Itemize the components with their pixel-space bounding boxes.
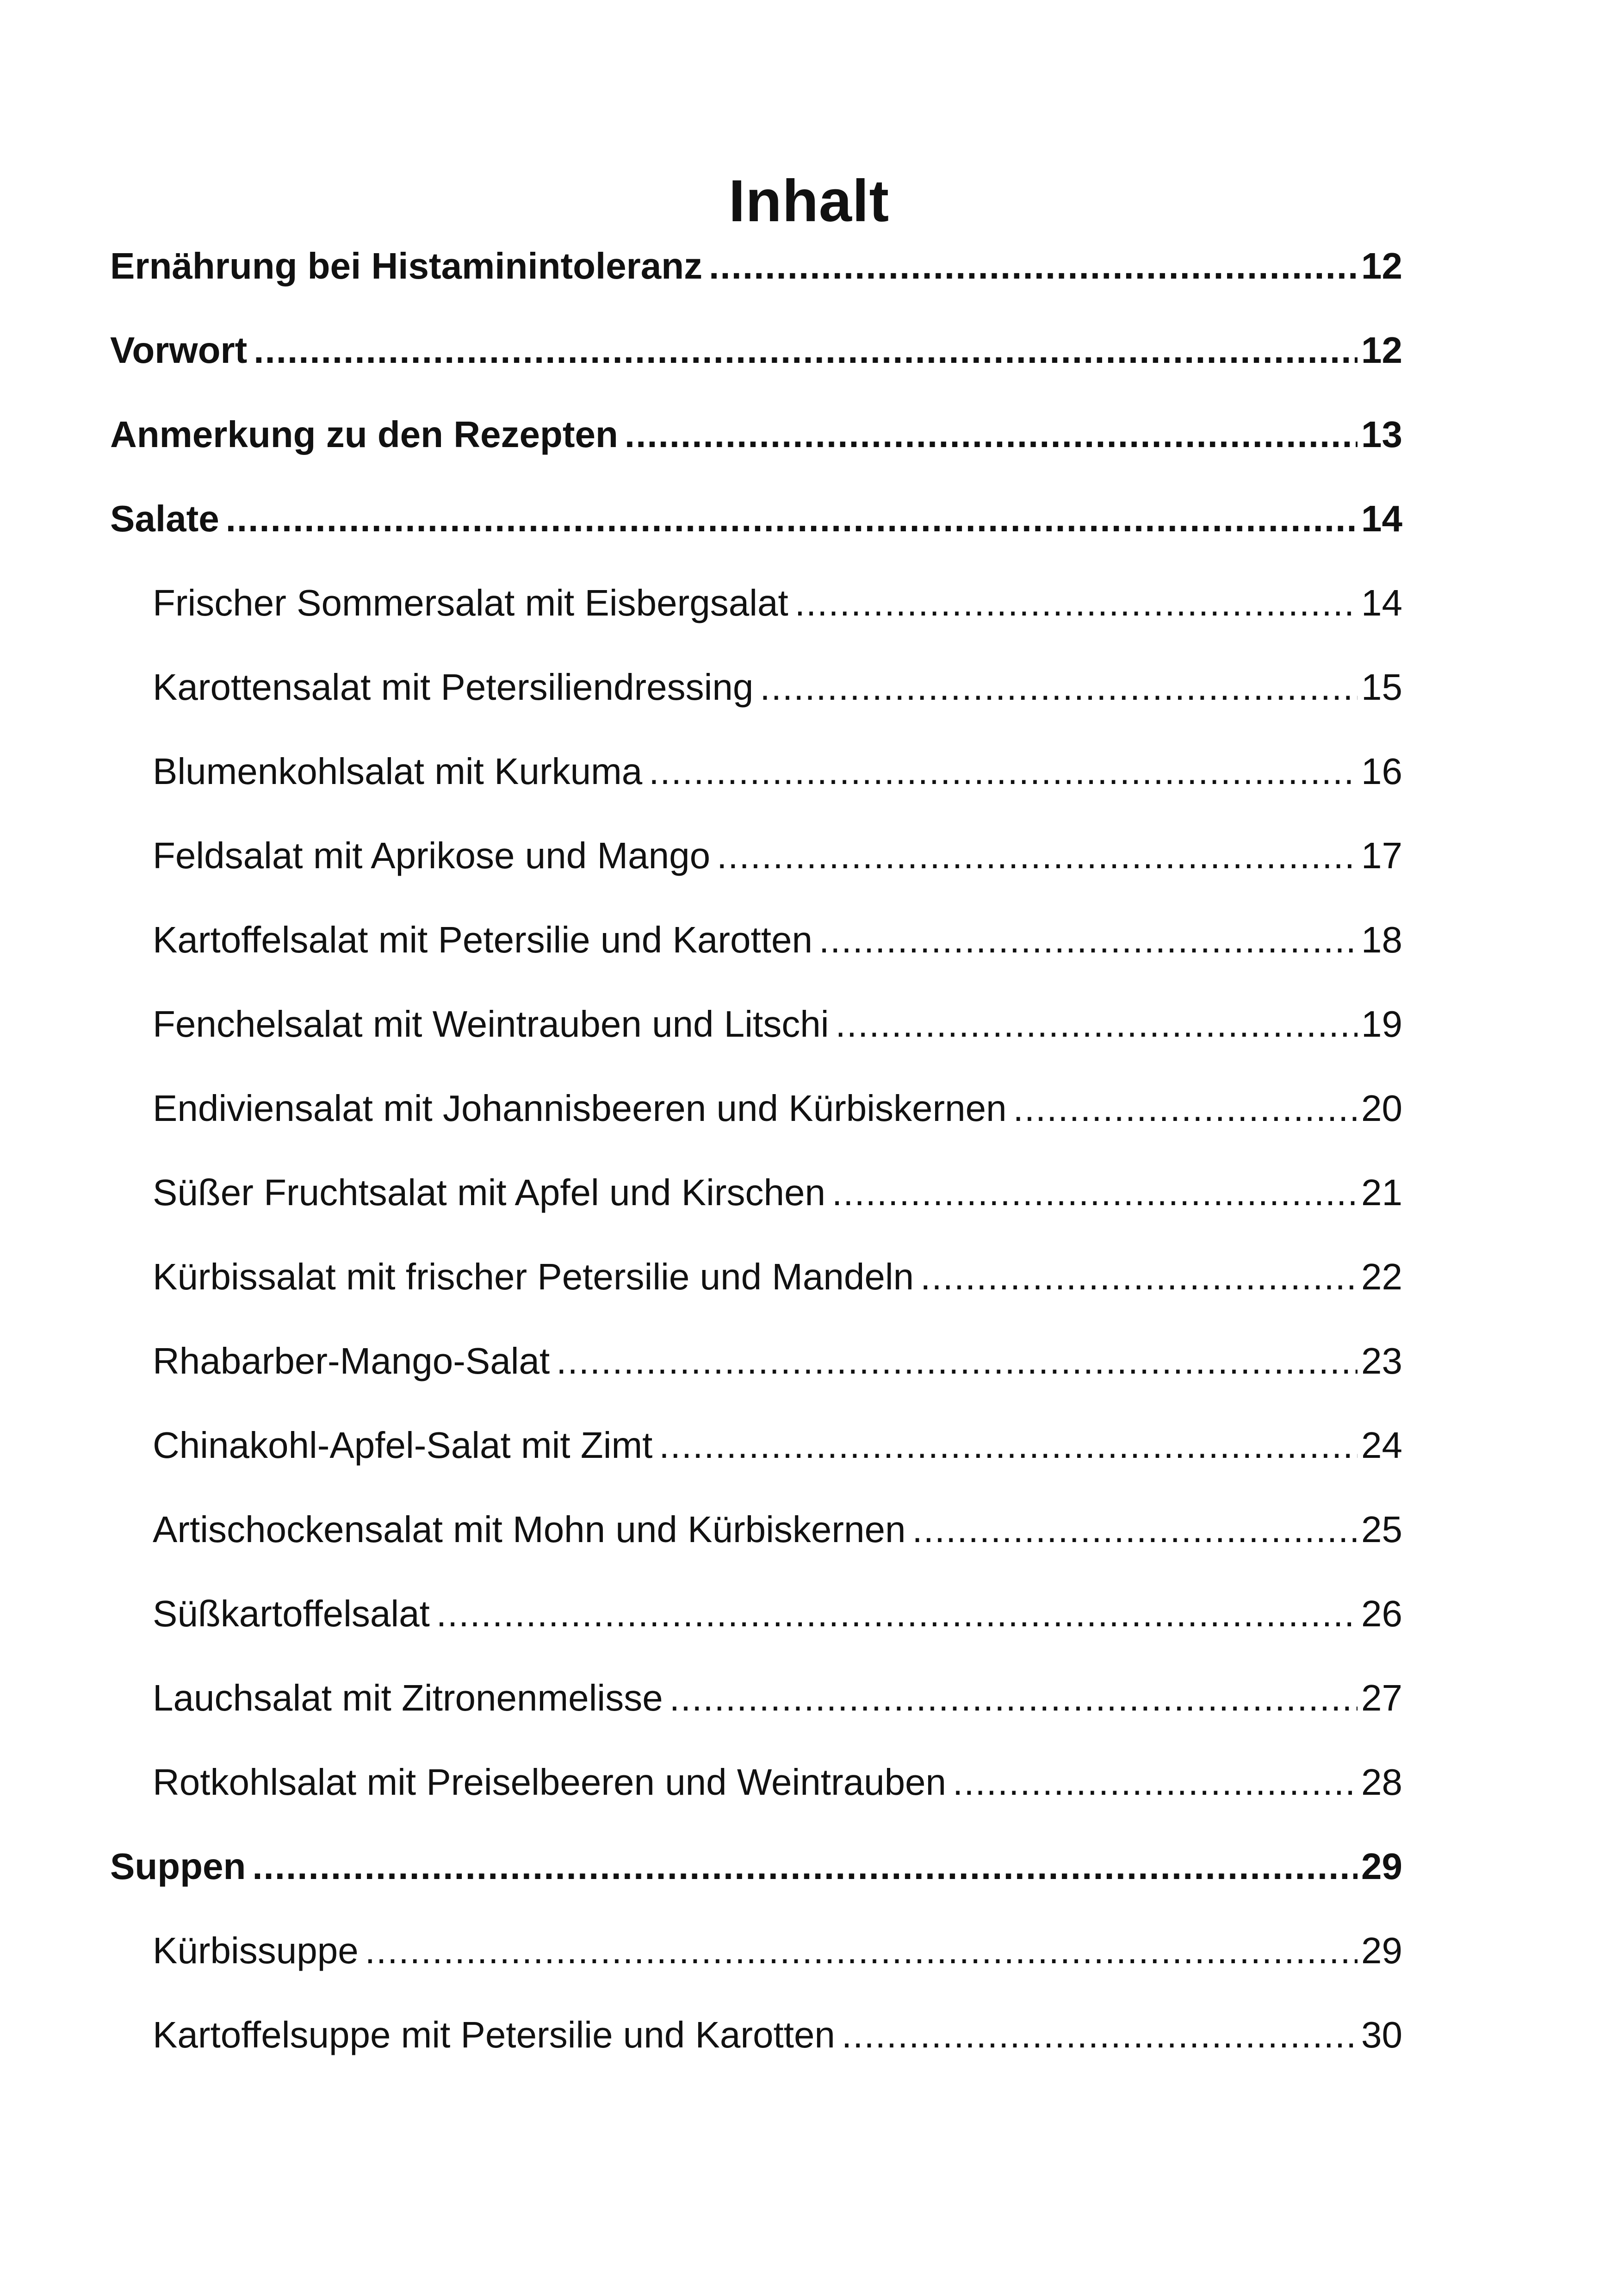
- toc-recipe-entry[interactable]: [153, 1925, 1402, 1976]
- toc-dot-leader: [252, 1841, 1358, 1892]
- toc-dot-leader: [670, 1673, 1358, 1724]
- toc-dot-leader: [819, 915, 1358, 965]
- toc-entry-title: Artischockensalat mit Mohn und Kürbiskernen: [153, 1509, 906, 1550]
- toc-page-number: 13: [1361, 414, 1402, 455]
- toc-chapter-entry[interactable]: [110, 493, 1402, 544]
- toc-dot-leader: [709, 241, 1358, 292]
- toc-entry-title: Endiviensalat mit Johannisbeeren und Kürbiskernen: [153, 1088, 1007, 1129]
- toc-dot-leader: [836, 999, 1358, 1050]
- toc-recipe-entry[interactable]: [153, 1673, 1402, 1724]
- toc-chapter-entry[interactable]: [110, 241, 1402, 292]
- toc-dot-leader: [649, 746, 1358, 797]
- toc-dot-leader: [625, 409, 1358, 460]
- toc-recipe-entry[interactable]: [153, 1083, 1402, 1134]
- toc-dot-leader: [760, 662, 1358, 713]
- toc-dot-leader: [832, 1167, 1358, 1218]
- toc-page-number: 16: [1361, 751, 1402, 792]
- toc-recipe-entry[interactable]: [153, 1336, 1402, 1387]
- toc-dot-leader: [659, 1420, 1358, 1471]
- toc-page-number: 15: [1361, 666, 1402, 708]
- toc-dot-leader: [556, 1336, 1358, 1387]
- toc-page-number: 29: [1361, 1846, 1402, 1887]
- toc-page-number: 26: [1361, 1593, 1402, 1634]
- toc-entry-title: Rotkohlsalat mit Preiselbeeren und Weintrauben: [153, 1761, 947, 1803]
- toc-entry-title: Vorwort: [110, 330, 248, 371]
- toc-dot-leader: [912, 1504, 1358, 1555]
- toc-page-number: 14: [1361, 498, 1402, 539]
- toc-page-number: 25: [1361, 1509, 1402, 1550]
- toc-page-number: 30: [1361, 2014, 1402, 2055]
- toc-chapter-entry[interactable]: [110, 409, 1402, 460]
- toc-entry-title: Fenchelsalat mit Weintrauben und Litschi: [153, 1003, 829, 1045]
- toc-page-number: 17: [1361, 835, 1402, 876]
- toc-dot-leader: [795, 578, 1358, 628]
- toc-page-number: 12: [1361, 330, 1402, 371]
- toc-dot-leader: [953, 1757, 1358, 1808]
- toc-recipe-entry[interactable]: [153, 2010, 1402, 2060]
- toc-entry-title: Karottensalat mit Petersiliendressing: [153, 666, 754, 708]
- toc-entry-title: Kürbissuppe: [153, 1930, 359, 1971]
- toc-page-number: 24: [1361, 1425, 1402, 1466]
- toc-page-number: 23: [1361, 1340, 1402, 1381]
- toc-page-number: 27: [1361, 1677, 1402, 1718]
- toc-page-number: 22: [1361, 1256, 1402, 1297]
- toc-recipe-entry[interactable]: [153, 1420, 1402, 1471]
- toc-page-number: 18: [1361, 919, 1402, 960]
- toc-page-number: 19: [1361, 1003, 1402, 1045]
- toc-entry-title: Süßer Fruchtsalat mit Apfel und Kirschen: [153, 1172, 825, 1213]
- toc-entry-title: Kartoffelsalat mit Petersilie und Karotten: [153, 919, 812, 960]
- toc-dot-leader: [254, 325, 1358, 376]
- toc-recipe-entry[interactable]: [153, 1504, 1402, 1555]
- toc-recipe-entry[interactable]: [153, 915, 1402, 965]
- toc-entry-title: Blumenkohlsalat mit Kurkuma: [153, 751, 643, 792]
- toc-page-number: 20: [1361, 1088, 1402, 1129]
- toc-chapter-entry[interactable]: [110, 325, 1402, 376]
- toc-page-number: 12: [1361, 245, 1402, 286]
- toc-page-number: 14: [1361, 582, 1402, 623]
- toc-dot-leader: [920, 1251, 1358, 1302]
- toc-recipe-entry[interactable]: [153, 999, 1402, 1050]
- toc-entry-title: Rhabarber-Mango-Salat: [153, 1340, 550, 1381]
- toc-entry-title: Ernährung bei Histaminintoleranz: [110, 245, 703, 286]
- toc-recipe-entry[interactable]: [153, 830, 1402, 881]
- toc-dot-leader: [1013, 1083, 1358, 1134]
- toc-dot-leader: [436, 1588, 1358, 1639]
- toc-dot-leader: [365, 1925, 1358, 1976]
- toc-entry-title: Kürbissalat mit frischer Petersilie und Mandeln: [153, 1256, 914, 1297]
- toc-recipe-entry[interactable]: [153, 578, 1402, 628]
- toc-recipe-entry[interactable]: [153, 1251, 1402, 1302]
- toc-recipe-entry[interactable]: [153, 1757, 1402, 1808]
- toc-entry-title: Chinakohl-Apfel-Salat mit Zimt: [153, 1425, 653, 1466]
- toc-entry-title: Süßkartoffelsalat: [153, 1593, 430, 1634]
- toc-chapter-entry[interactable]: [110, 1841, 1402, 1892]
- page-title: Inhalt: [728, 168, 890, 234]
- toc-recipe-entry[interactable]: [153, 1588, 1402, 1639]
- toc-recipe-entry[interactable]: [153, 746, 1402, 797]
- toc-entry-title: Frischer Sommersalat mit Eisbergsalat: [153, 582, 788, 623]
- toc-entry-title: Suppen: [110, 1846, 246, 1887]
- toc-dot-leader: [226, 493, 1358, 544]
- toc-entry-title: Salate: [110, 498, 219, 539]
- toc-dot-leader: [842, 2010, 1358, 2060]
- toc-page-number: 21: [1361, 1172, 1402, 1213]
- toc-entry-title: Feldsalat mit Aprikose und Mango: [153, 835, 711, 876]
- toc-recipe-entry[interactable]: [153, 1167, 1402, 1218]
- toc-dot-leader: [717, 830, 1358, 881]
- toc-entry-title: Lauchsalat mit Zitronenmelisse: [153, 1677, 663, 1718]
- toc-recipe-entry[interactable]: [153, 662, 1402, 713]
- toc-page-number: 29: [1361, 1930, 1402, 1971]
- toc-page-number: 28: [1361, 1761, 1402, 1803]
- toc-entry-title: Kartoffelsuppe mit Petersilie und Karotten: [153, 2014, 835, 2055]
- toc-entry-title: Anmerkung zu den Rezepten: [110, 414, 618, 455]
